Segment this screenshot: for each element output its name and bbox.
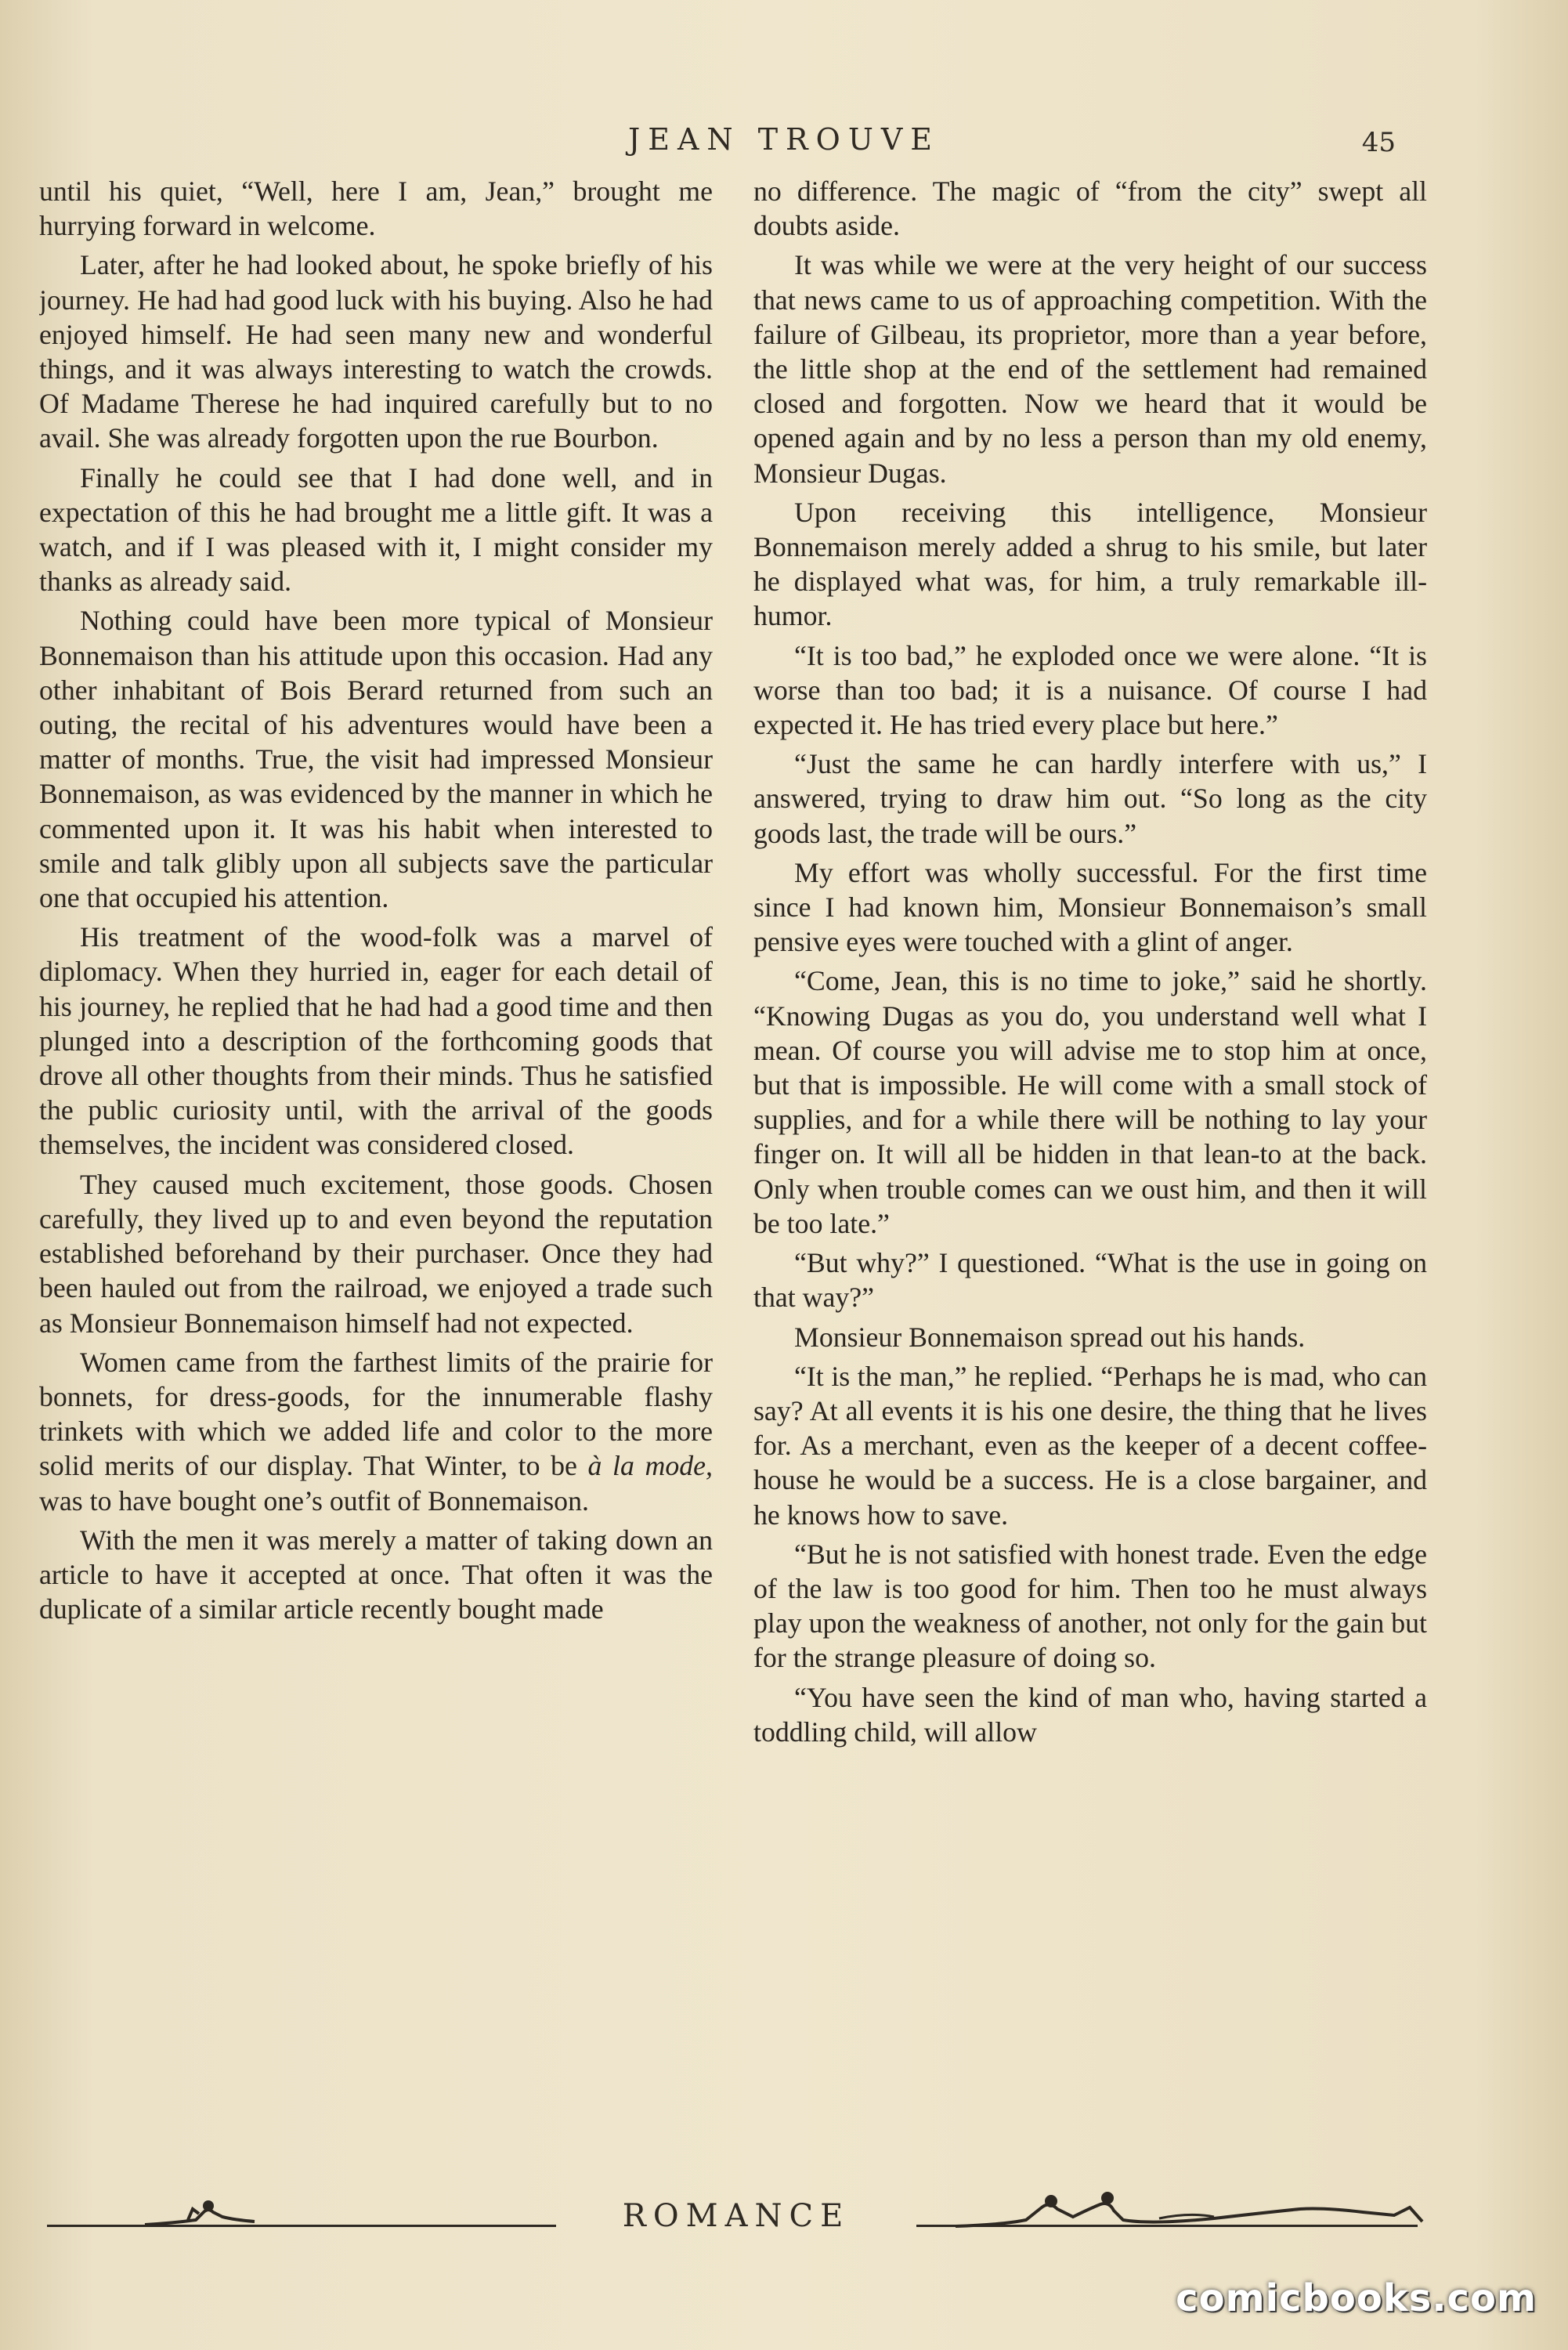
magazine-title: ROMANCE (622, 2198, 851, 2234)
paragraph: They caused much excitement, those goods. Chosen carefully, they lived up to and even beyond the reputation established beforehand by their purchaser. Once they had been hauled out from the railroad, we enjoyed a trade such as Monsieur Bonnemaison himself had not expected. (39, 1168, 713, 1339)
paragraph: “But why?” I questioned. “What is the use in going on that way?” (753, 1247, 1427, 1314)
paragraph: My effort was wholly successful. For the first time since I had known him, Monsieur Bonnemaison’s small pensive eyes were touched with a glint of anger. (753, 856, 1427, 958)
paragraph: “It is too bad,” he exploded once we were alone. “It is worse than too bad; it is a nuisance. Of course I had expected it. He has tried every place but here.” (753, 639, 1427, 741)
paragraph: Monsieur Bonnemaison spread out his hands. (794, 1321, 1306, 1353)
paragraph: Upon receiving this intelligence, Monsieur Bonnemaison merely added a shrug to his smile, but later he displayed what was, for him, a truly remarkable ill-humor. (753, 496, 1427, 632)
paragraph: Finally he could see that I had done well, and in expectation of this he had brought me a little gift. It was a watch, and if I was pleased with it, I might consider my thanks as already said. (39, 461, 713, 598)
paragraph: “Just the same he can hardly interfere with us,” I answered, trying to draw him out. “So long as the city goods last, the trade will be ours.” (753, 748, 1427, 849)
paragraph: “Come, Jean, this is no time to joke,” said he shortly. “Knowing Dugas as you do, you understand well what I mean. Of course you will advise me to stop him at once, but that is impossible. He will come with a small stock of supplies, and for a while there will be nothing to lay your finger on. It will all be hidden in that lean-to at the back. Only when trouble comes can we oust him, and then it will be too late.” (753, 965, 1427, 1239)
page-number: 45 (1361, 127, 1396, 158)
paragraph: Later, after he had looked about, he spoke briefly of his journey. He had had good luck with his buying. Also he had enjoyed himself. He had seen many new and wonderful things, and it was always interesting to watch the crowds. Of Madame Therese he had inquired carefully but to no avail. She was already forgotten upon the rue Bourbon. (39, 249, 713, 454)
paragraph: With the men it was merely a matter of taking down an article to have it accepted at once. That often it was the duplicate of a similar article recently bought made (39, 1524, 713, 1625)
paragraph: Nothing could have been more typical of Monsieur Bonnemaison than his attitude upon this occasion. Had any other inhabitant of Bois Berard returned from such an outing, the recital of his adventures would have been a matter of months. True, the visit had impressed Monsieur Bonnemaison, as was evidenced by the manner in which he commented upon it. It was his habit when interested to smile and talk glibly upon all subjects save the particular one that occupied his attention. (39, 605, 713, 914)
column-left (39, 174, 713, 2132)
paragraph (39, 1345, 713, 1518)
paragraph-text: was to have bought one’s outfit of Bonnemaison. (39, 1484, 589, 1517)
article-body (39, 174, 1427, 2132)
italic-phrase: à la mode, (587, 1450, 713, 1482)
paragraph-text: Women came from the farthest limits of the prairie for bonnets, for dress-goods, for the innumerable flashy trinkets with which we added life and color to the more solid merits of our display. That Winter, to be (39, 1346, 713, 1482)
running-title: JEAN TROUVE (627, 122, 941, 157)
column-right (753, 174, 1427, 2132)
paragraph: until his quiet, “Well, here I am, Jean,” brought me hurrying forward in welcome. (39, 175, 713, 242)
page-footer (47, 2186, 1425, 2256)
paragraph: “It is the man,” he replied. “Perhaps he is mad, who can say? At all events it is his one desire, the thing that he lives for. As a merchant, even as the keeper of a decent coffee-house he would be a success. He is a close bargainer, and he knows how to save. (753, 1360, 1427, 1531)
paragraph: “You have seen the kind of man who, having started a toddling child, will allow (753, 1681, 1427, 1748)
paragraph: no difference. The magic of “from the city” swept all doubts aside. (753, 175, 1427, 242)
page-header (31, 122, 1537, 169)
paragraph: His treatment of the wood-folk was a marvel of diplomacy. When they hurried in, eager for each detail of his journey, he replied that he had had a good time and then plunged into a description of the forthcoming goods that drove all other thoughts from their minds. Thus he satisfied the public curiosity until, with the arrival of the goods themselves, the incident was considered closed. (39, 921, 713, 1161)
reclining-figures-ornament-icon (956, 2186, 1425, 2240)
watermark: comicbooks.com (1176, 2276, 1537, 2320)
paragraph: “But he is not satisfied with honest trade. Even the edge of the law is too good for him. Then too he must always play upon the weakness of another, not only for the gain but for the strange pleasure of doing so. (753, 1538, 1427, 1674)
paragraph: It was while we were at the very height of our success that news came to us of approaching competition. With the failure of Gilbeau, its proprietor, more than a year before, the little shop at the end of the settlement had remained closed and forgotten. Now we heard that it would be opened again and by no less a person than my old enemy, Monsieur Dugas. (753, 249, 1427, 489)
